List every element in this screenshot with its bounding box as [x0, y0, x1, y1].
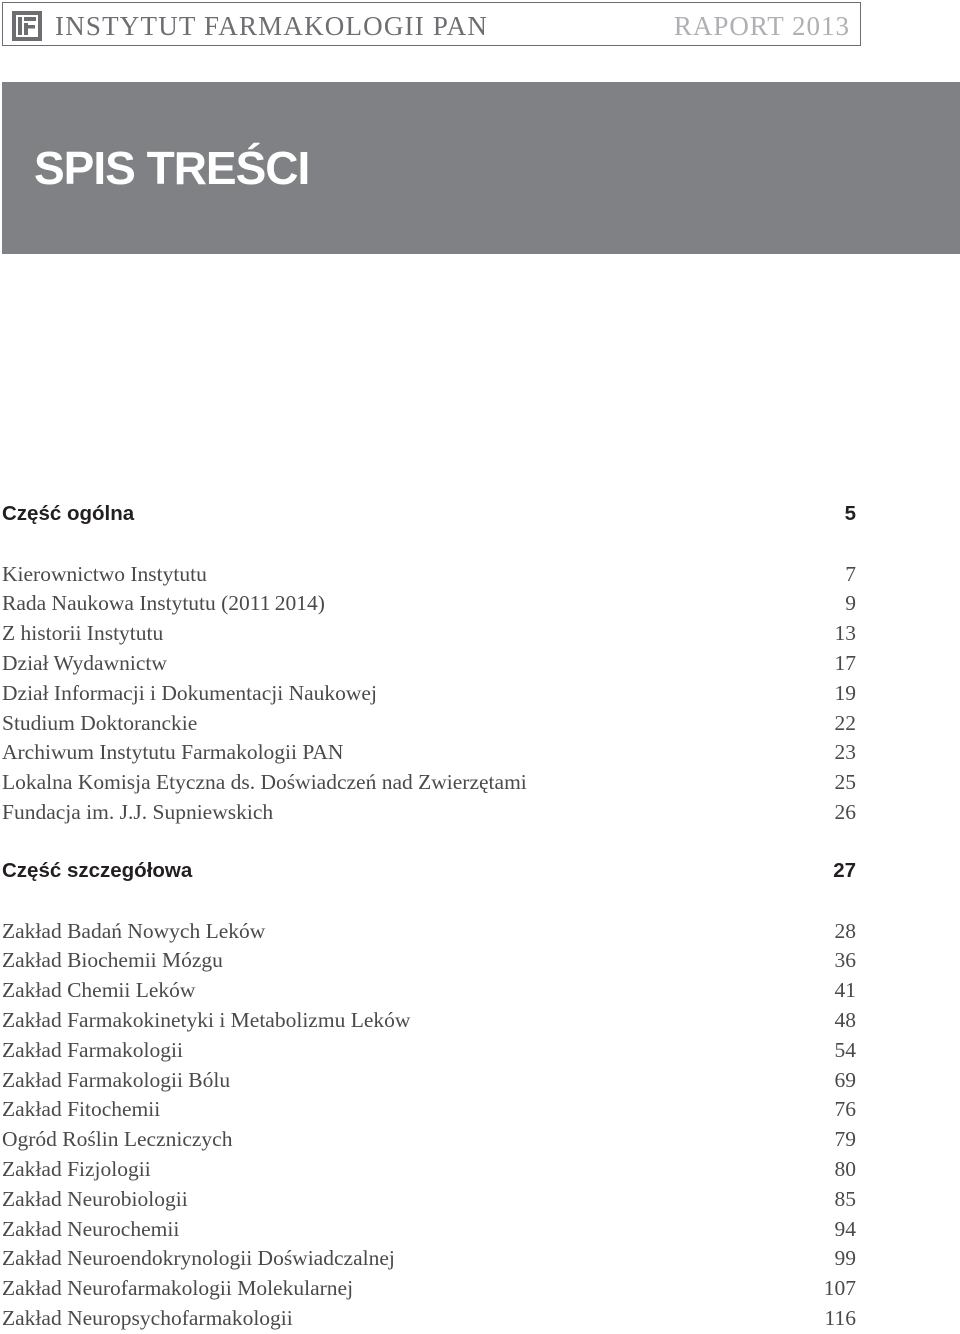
- toc-section-heading[interactable]: [2, 856, 856, 886]
- institute-name: INSTYTUT FARMAKOLOGII PAN: [55, 11, 489, 41]
- toc-entry-label: Zakład Neuroendokrynologii Doświadczalnej: [2, 1246, 395, 1271]
- toc-entry[interactable]: [2, 619, 856, 649]
- toc-entry-label: Dział Informacji i Dokumentacji Naukowej: [2, 680, 377, 705]
- toc-entry-label: Zakład Farmakologii: [2, 1037, 183, 1062]
- toc-entry-label: Zakład Biochemii Mózgu: [2, 948, 223, 973]
- toc-entry[interactable]: [2, 589, 856, 619]
- toc-entry-label: Studium Doktoranckie: [2, 710, 198, 735]
- toc-page-number: 85: [834, 1186, 856, 1211]
- toc-page-number: 17: [834, 650, 856, 675]
- toc-entry-label: Kierownictwo Instytutu: [2, 561, 207, 586]
- toc-entry[interactable]: [2, 1184, 856, 1214]
- toc-entry-label: Zakład Badań Nowych Leków: [2, 918, 266, 943]
- toc-entry-label: Z historii Instytutu: [2, 621, 164, 646]
- toc-entry[interactable]: [2, 768, 856, 798]
- toc-entry[interactable]: [2, 946, 856, 976]
- toc-page-number: 26: [834, 799, 856, 824]
- toc-entry[interactable]: [2, 1095, 856, 1125]
- toc-page-number: 107: [823, 1276, 856, 1301]
- toc-entry[interactable]: [2, 1005, 856, 1035]
- toc-entry[interactable]: [2, 648, 856, 678]
- toc-entry[interactable]: [2, 1244, 856, 1274]
- toc-entry[interactable]: [2, 559, 856, 589]
- toc-page-number: 27: [833, 859, 856, 882]
- toc-entry-label: Zakład Farmakokinetyki i Metabolizmu Leków: [2, 1007, 411, 1032]
- toc-entry[interactable]: [2, 1154, 856, 1184]
- toc-page-number: 28: [834, 918, 856, 943]
- toc-entry[interactable]: [2, 708, 856, 738]
- toc-entry-label: Zakład Farmakologii Bólu: [2, 1067, 231, 1092]
- toc-entry-label: Zakład Fizjologii: [2, 1156, 151, 1181]
- toc-section-heading[interactable]: [2, 499, 856, 529]
- toc-section-title: Część ogólna: [2, 502, 135, 525]
- toc-entry[interactable]: [2, 1035, 856, 1065]
- toc-entry[interactable]: [2, 1125, 856, 1155]
- toc-page-number: 54: [834, 1037, 856, 1062]
- toc-entry-label: Rada Naukowa Instytutu (2011 2014): [2, 591, 325, 616]
- toc-entry-label: Zakład Chemii Leków: [2, 978, 196, 1003]
- toc-page-number: 48: [834, 1007, 856, 1032]
- toc-entry-label: Ogród Roślin Leczniczych: [2, 1127, 233, 1152]
- toc-entry[interactable]: [2, 678, 856, 708]
- toc-entry[interactable]: [2, 797, 856, 827]
- toc-page-number: 9: [845, 591, 856, 616]
- toc-entry[interactable]: [2, 1065, 856, 1095]
- toc-entry[interactable]: [2, 976, 856, 1006]
- toc-entry-label: Zakład Neurochemii: [2, 1216, 180, 1241]
- toc-page-number: 5: [844, 502, 856, 525]
- toc-entry-label: Zakład Neurobiologii: [2, 1186, 188, 1211]
- toc-page-number: 23: [834, 740, 856, 765]
- toc-page-number: 19: [834, 680, 856, 705]
- toc-page-number: 116: [824, 1305, 856, 1330]
- toc-page-number: 99: [834, 1246, 856, 1271]
- toc-entry-label: Zakład Neurofarmakologii Molekularnej: [2, 1276, 354, 1301]
- toc-entry-label: Archiwum Instytutu Farmakologii PAN: [2, 740, 344, 765]
- toc-entry[interactable]: [2, 1214, 856, 1244]
- toc-entry[interactable]: [2, 1274, 856, 1304]
- toc-entry[interactable]: [2, 738, 856, 768]
- toc-entry-label: Lokalna Komisja Etyczna ds. Doświadczeń nad Zwierzętami: [2, 770, 527, 795]
- toc-section-title: Część szczegółowa: [2, 859, 193, 882]
- toc-entry-label: Dział Wydawnictw: [2, 650, 167, 675]
- toc-entry[interactable]: [2, 1303, 856, 1333]
- toc-page-number: 80: [834, 1156, 856, 1181]
- toc-page-number: 7: [845, 561, 856, 586]
- toc-page-number: 76: [834, 1097, 856, 1122]
- toc-page-number: 69: [834, 1067, 856, 1092]
- toc-page-number: 36: [834, 948, 856, 973]
- report-title: RAPORT 2013: [673, 11, 850, 41]
- toc-page-number: 41: [834, 978, 856, 1003]
- toc-entry-label: Fundacja im. J.J. Supniewskich: [2, 799, 274, 824]
- toc-page-number: 25: [834, 770, 856, 795]
- toc-page-number: 79: [834, 1127, 856, 1152]
- toc-page-number: 94: [834, 1216, 856, 1241]
- toc-page-number: 13: [834, 621, 856, 646]
- toc-entry-label: Zakład Neuropsychofarmakologii: [2, 1305, 293, 1330]
- page-title: SPIS TREŚCI: [34, 142, 310, 194]
- toc-entry-label: Zakład Fitochemii: [2, 1097, 161, 1122]
- toc-entry[interactable]: [2, 916, 856, 946]
- toc-page-number: 22: [834, 710, 856, 735]
